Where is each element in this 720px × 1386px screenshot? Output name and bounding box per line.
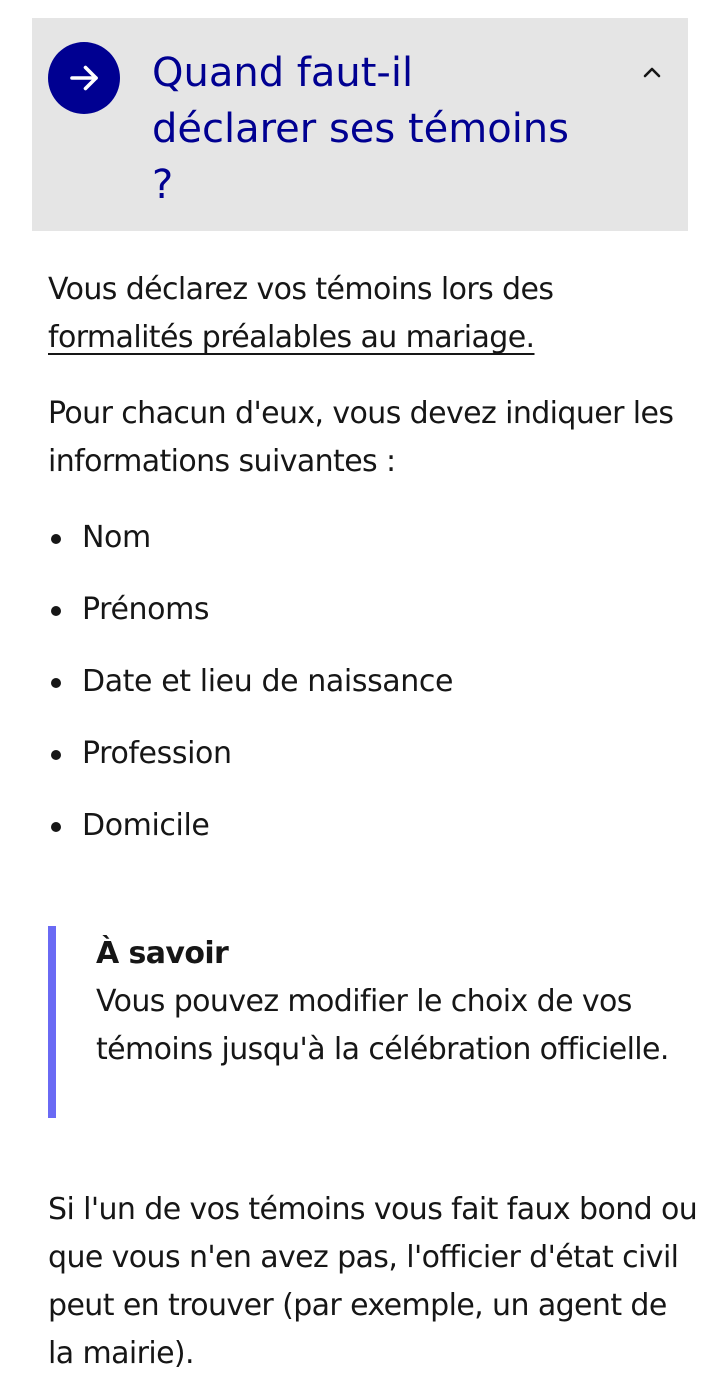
list-item-label: Profession [82,736,232,771]
final-paragraph: Si l'un de vos témoins vous fait faux bond ou que vous n'en avez pas, l'officier d'état civil peut en trouver (par exemple, un agent de la mairie). [48,1192,698,1371]
list-item [48,802,688,850]
callout-text: Vous pouvez modifier le choix de vos témoins jusqu'à la célébration officielle. [96,984,669,1067]
bullet-icon [51,822,61,832]
accordion-header[interactable] [32,18,688,231]
list-item-label: Prénoms [82,592,210,627]
intro-text: Vous déclarez vos témoins lors des [48,272,554,307]
list-item [48,658,688,706]
list-item-label: Nom [82,520,151,555]
info-list [48,514,688,850]
chevron-up-icon[interactable] [640,60,664,84]
bullet-icon [51,750,61,760]
bullet-icon [51,678,61,688]
formalities-link[interactable]: formalités préalables au mariage. [48,320,535,355]
accordion-content [48,266,688,874]
intro-paragraph [48,266,688,362]
bullet-icon [51,534,61,544]
list-intro: Pour chacun d'eux, vous devez indiquer les informations suivantes : [48,396,674,479]
callout-box [48,926,688,1118]
bullet-icon [51,606,61,616]
accordion-title: Quand faut-il déclarer ses témoins ? [152,50,569,208]
list-item [48,730,688,778]
list-item [48,586,688,634]
list-item-label: Domicile [82,808,210,843]
list-item-label: Date et lieu de naissance [82,664,454,699]
callout-title: À savoir [96,936,229,971]
arrow-right-icon [48,42,120,114]
list-item [48,514,688,562]
